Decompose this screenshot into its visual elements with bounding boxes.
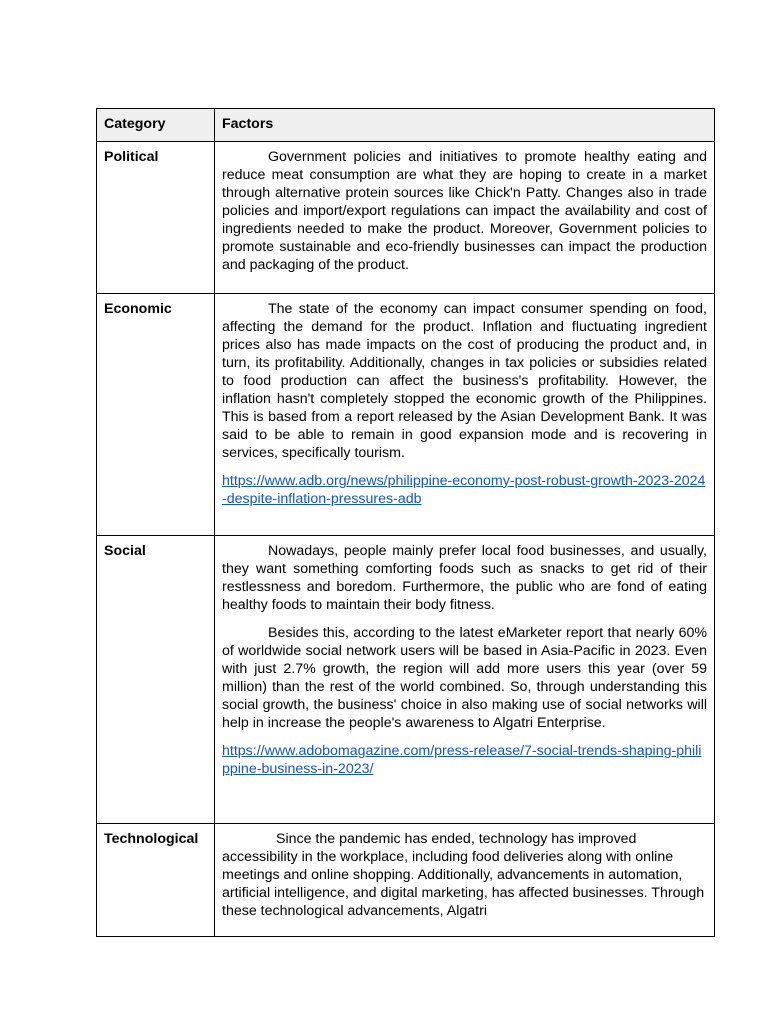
pest-analysis-table (96, 108, 715, 937)
table-row-social (97, 536, 715, 824)
category-economic: Economic (97, 294, 215, 536)
table-row-technological (97, 824, 715, 937)
social-source-link[interactable]: https://www.adobomagazine.com/press-release/7-social-trends-shaping-philippine-business-in-2023/ (222, 743, 702, 777)
category-social: Social (97, 536, 215, 824)
economic-paragraph-1: The state of the economy can impact consumer spending on food, affecting the demand for the product. Inflation and fluctuating ingredient prices also has made impacts on the cost of producing the product and, in turn, its profitability. Additionally, changes in tax policies or subsidies related to food production can affect the business's profitability. However, the inflation hasn't completely stopped the economic growth of the Philippines. This is based from a report released by the Asian Development Bank. It was said to be able to remain in good expansion mode and is recovering in services, specifically tourism. (222, 301, 707, 461)
table-row-economic (97, 294, 715, 536)
factors-header: Factors (215, 109, 715, 142)
economic-source-link[interactable]: https://www.adb.org/news/philippine-economy-post-robust-growth-2023-2024-despite-inflation-pressures-adb (222, 473, 706, 507)
technological-paragraph-1: Since the pandemic has ended, technology has improved accessibility in the workplace, including food deliveries along with online meetings and online shopping. Additionally, advancements in automation, artificial intelligence, and digital marketing, has affected businesses. Through these technological advancements, Algatri (222, 831, 705, 919)
factors-social (215, 536, 715, 824)
category-technological: Technological (97, 824, 215, 937)
factors-political (215, 142, 715, 294)
table-row-political (97, 142, 715, 294)
factors-technological (215, 824, 715, 937)
political-paragraph-1: Government policies and initiatives to promote healthy eating and reduce meat consumption are what they are hoping to create in a market through alternative protein sources like Chick'n Patty. Changes also in trade policies and import/export regulations can impact the availability and cost of ingredients needed to make the product. Moreover, Government policies to promote sustainable and eco-friendly businesses can impact the production and packaging of the product. (222, 149, 707, 273)
factors-economic (215, 294, 715, 536)
category-header: Category (97, 109, 215, 142)
social-paragraph-2: Besides this, according to the latest eMarketer report that nearly 60% of worldwide social network users will be based in Asia-Pacific in 2023. Even with just 2.7% growth, the region will add more users this year (over 59 million) than the rest of the world combined. So, through understanding this social growth, the business' choice in also making use of social networks will help in increase the people's awareness to Algatri Enterprise. (222, 625, 707, 731)
category-political: Political (97, 142, 215, 294)
table-header-row (97, 109, 715, 142)
social-paragraph-1: Nowadays, people mainly prefer local food businesses, and usually, they want something comforting foods such as snacks to get rid of their restlessness and boredom. Furthermore, the public who are fond of eating healthy foods to maintain their body fitness. (222, 543, 707, 613)
